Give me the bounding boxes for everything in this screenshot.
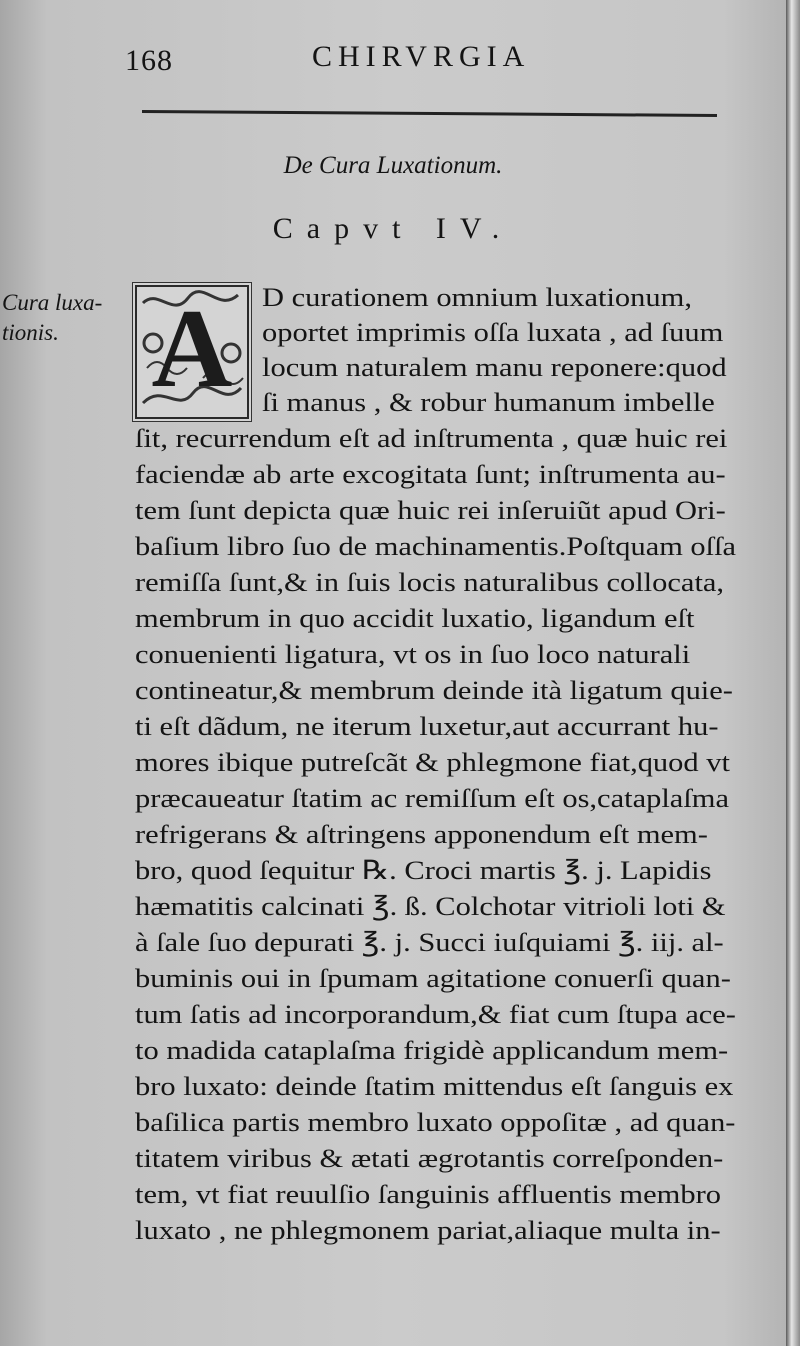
body-line: mores ibique putreſcãt & phlegmone fiat,quod vt — [135, 747, 730, 777]
body-line: tum ſatis ad incorporandum,& fiat cum ſtupa ace- — [135, 999, 736, 1029]
margin-note — [2, 288, 102, 348]
body-line: oportet imprimis oſſa luxata , ad ſuum — [262, 317, 724, 347]
body-line: D curationem omnium luxationum, — [262, 282, 692, 312]
body-line: præcaueatur ſtatim ac remiſſum eſt os,cataplaſma — [135, 783, 730, 813]
section-title: De Cura Luxationum. — [283, 152, 503, 179]
body-line: luxato , ne phlegmonem pariat,aliaque multa in- — [135, 1215, 721, 1245]
body-line: contineatur,& membrum deinde ità ligatum quie- — [135, 675, 733, 705]
body-line: refrigerans & aſtringens apponendum eſt mem- — [135, 819, 708, 849]
body-line: conuenienti ligatura, vt os in ſuo loco naturali — [135, 639, 691, 669]
body-line: ti eſt dãdum, ne iterum luxetur,aut accurrant hu- — [135, 711, 719, 741]
margin-note-line-2: tionis. — [2, 320, 59, 345]
body-line: bro luxato: deinde ſtatim mittendus eſt ſanguis ex — [135, 1071, 734, 1101]
margin-note-line-1: Cura luxa- — [2, 290, 103, 315]
body-line: ſit, recurrendum eſt ad inſtrumenta , quæ huic rei — [135, 423, 728, 453]
body-line: bro, quod ſequitur ℞. Croci martis ℥. j. Lapidis — [135, 855, 712, 885]
body-line: tem, vt fiat reuulſio ſanguinis affluentis membro — [135, 1179, 721, 1209]
body-line: titatem viribus & ætati ægrotantis correſponden- — [135, 1143, 724, 1173]
body-line: to madida cataplaſma frigidè applicandum mem- — [135, 1035, 729, 1065]
running-head: CHIRVRGIA — [312, 40, 531, 73]
body-line: ſi manus , & robur humanum imbelle — [262, 387, 715, 417]
header-rule — [142, 110, 717, 117]
body-line: à ſale ſuo depurati ℥. j. Succi iuſquiami ℥. iij. al- — [135, 927, 724, 957]
book-edge — [786, 0, 800, 1346]
initial-letter: A — [151, 287, 233, 411]
body-line: hæmatitis calcinati ℥. ß. Colchotar vitrioli loti & — [135, 891, 726, 921]
page-number: 168 — [125, 44, 173, 77]
body-line: buminis oui in ſpumam agitatione conuerſi quan- — [135, 963, 731, 993]
chapter-heading: Capvt IV. — [272, 212, 514, 245]
body-line: baſium libro ſuo de machinamentis.Poſtquam oſſa — [135, 531, 737, 561]
decorated-initial — [132, 282, 252, 422]
body-line: baſilica partis membro luxato oppoſitæ , ad quan- — [135, 1107, 736, 1137]
body-line: remiſſa ſunt,& in ſuis locis naturalibus collocata, — [135, 567, 725, 597]
body-line: locum naturalem manu reponere:quod — [262, 352, 727, 382]
body-line: membrum in quo accidit luxatio, ligandum eſt — [135, 603, 695, 633]
body-line: tem ſunt depicta quæ huic rei inſeruiũt apud Ori- — [135, 495, 726, 525]
body-line: faciendæ ab arte excogitata ſunt; inſtrumenta au- — [135, 459, 726, 489]
